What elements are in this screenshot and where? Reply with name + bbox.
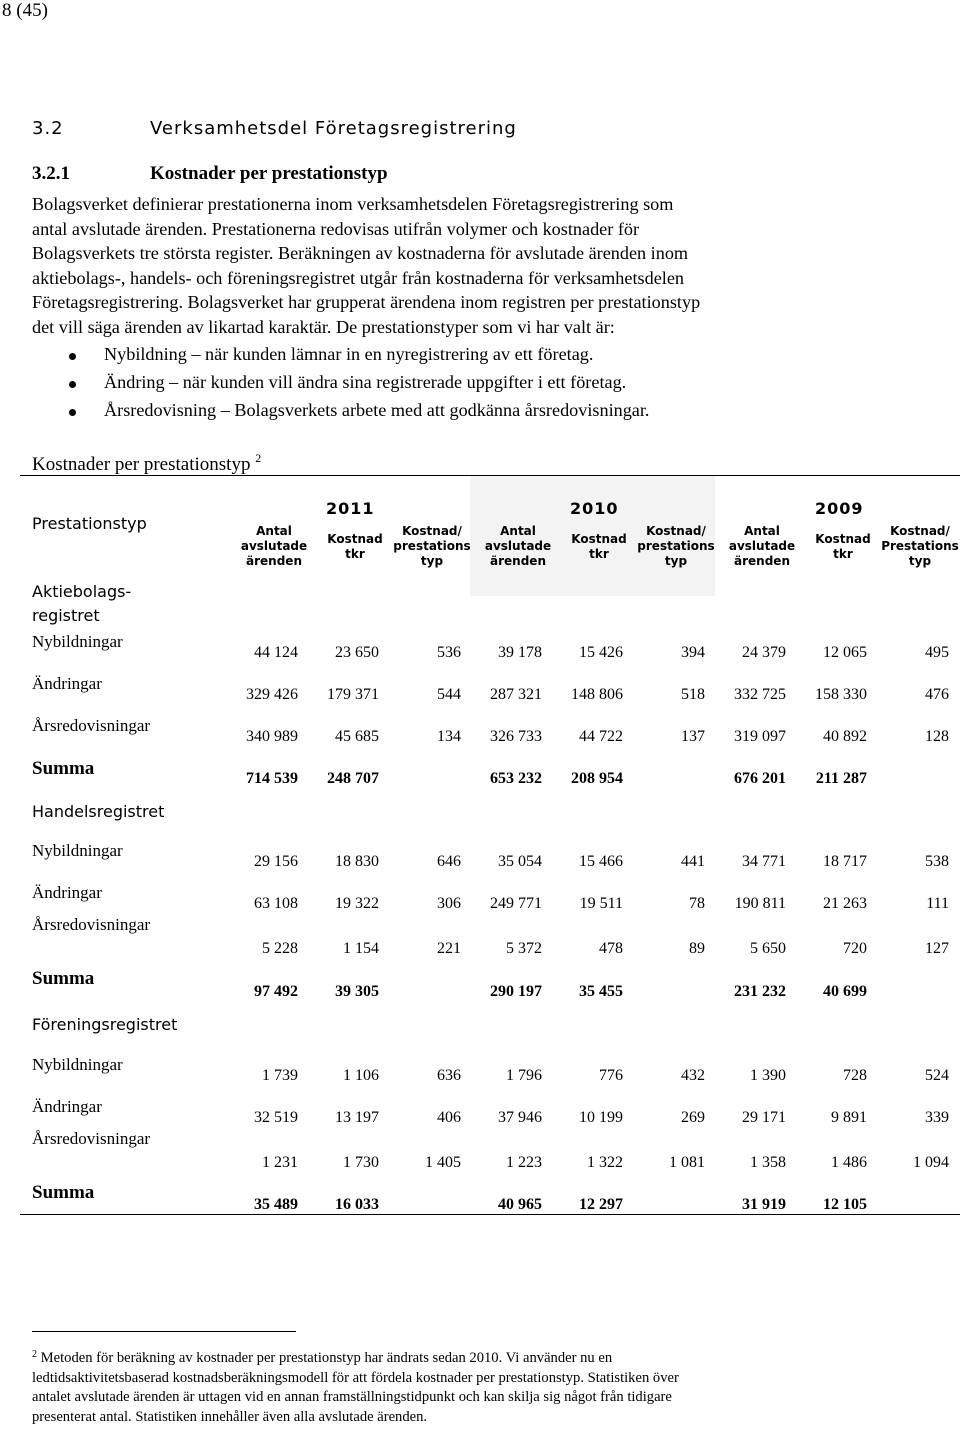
cell-2010-kostnad: 10 199 [579, 1109, 623, 1126]
cell-2009-antal: 29 171 [742, 1109, 786, 1126]
cell-2010-per-prestation: 518 [681, 686, 705, 703]
section-number: 3.2 [32, 118, 64, 139]
paragraph-line: antal avslutade ärenden. Prestationerna redovisas utifrån volymer och kostnader för [32, 218, 640, 239]
bullet-dot-icon [69, 381, 76, 388]
cell-2011-per-prestation: 646 [437, 853, 461, 870]
cell-2009-antal: 31 919 [742, 1196, 786, 1213]
cell-2010-kostnad: 44 722 [579, 728, 623, 745]
cell-2011-per-prestation: 221 [437, 940, 461, 957]
cell-2009-antal: 1 390 [750, 1067, 786, 1084]
cell-2011-antal: 32 519 [254, 1109, 298, 1126]
cell-2009-kostnad: 9 891 [831, 1109, 867, 1126]
row-header: Prestationstyp [32, 514, 147, 533]
table-caption-text: Kostnader per prestationstyp [32, 454, 251, 475]
row-label: Ändringar [32, 1097, 102, 1116]
col-header-2009-per-prestation: Kostnad/ Prestations typ [881, 524, 959, 568]
cell-2011-kostnad: 19 322 [335, 895, 379, 912]
cell-2009-per-prestation: 127 [925, 940, 949, 957]
cell-2011-per-prestation: 536 [437, 644, 461, 661]
cell-2011-kostnad: 1 154 [343, 940, 379, 957]
cell-2011-per-prestation: 544 [437, 686, 461, 703]
section-title: Aktiebolags- registret [32, 582, 132, 625]
cell-2009-per-prestation: 111 [926, 895, 949, 912]
cell-2011-kostnad: 45 685 [335, 728, 379, 745]
cell-2010-antal: 653 232 [490, 770, 542, 787]
col-header-2011-antal: Antal avslutade ärenden [240, 524, 308, 568]
col-header-2011-per-prestation: Kostnad/ prestations typ [393, 524, 471, 568]
cell-2010-kostnad: 776 [599, 1067, 623, 1084]
cell-2011-antal: 340 989 [246, 728, 298, 745]
col-header-2009-kostnad: Kostnad tkr [815, 532, 871, 561]
cell-2010-per-prestation: 441 [681, 853, 705, 870]
cell-2011-kostnad: 16 033 [335, 1196, 379, 1213]
cell-2010-kostnad: 15 426 [579, 644, 623, 661]
cell-2011-per-prestation: 306 [437, 895, 461, 912]
cell-2010-antal: 1 796 [506, 1067, 542, 1084]
cell-2009-kostnad: 40 892 [823, 728, 867, 745]
cell-2011-antal: 44 124 [254, 644, 298, 661]
footnote-text: Metoden för beräkning av kostnader per prestationstyp har ändrats sedan 2010. Vi använder nu en [40, 1350, 613, 1366]
cell-2010-kostnad: 15 466 [579, 853, 623, 870]
cell-2009-antal: 5 650 [750, 940, 786, 957]
cell-2009-kostnad: 12 065 [823, 644, 867, 661]
cell-2009-per-prestation: 476 [925, 686, 949, 703]
cell-2011-kostnad: 39 305 [335, 983, 379, 1000]
footnote-rule [32, 1331, 296, 1332]
col-header-2009-antal: Antal avslutade ärenden [728, 524, 796, 568]
row-label: Årsredovisningar [32, 716, 151, 735]
section-title: Handelsregistret [32, 802, 165, 821]
cell-2010-antal: 40 965 [498, 1196, 542, 1213]
cell-2009-per-prestation: 339 [925, 1109, 949, 1126]
cell-2009-antal: 1 358 [750, 1154, 786, 1171]
cell-2011-antal: 35 489 [254, 1196, 298, 1213]
footnote-line [32, 1345, 832, 1369]
footnote-line: antalet avslutade ärenden är uttagen vid en annan framställningstidpunkt och kan skilja sig något från tidigare [32, 1389, 672, 1406]
section-heading [32, 118, 517, 139]
cell-2009-kostnad: 728 [843, 1067, 867, 1084]
cell-2010-kostnad: 12 297 [579, 1196, 623, 1213]
cell-2009-per-prestation: 495 [925, 644, 949, 661]
paragraph-line: det vill säga ärenden av likartad karaktär. De prestationstyper som vi har valt är: [32, 316, 615, 337]
cell-2010-antal: 1 223 [506, 1154, 542, 1171]
cell-2010-per-prestation: 137 [681, 728, 705, 745]
cell-2009-per-prestation: 128 [925, 728, 949, 745]
cell-2010-antal: 290 197 [490, 983, 542, 1000]
col-header-2010-per-prestation: Kostnad/ prestations typ [637, 524, 715, 568]
paragraph-line: Bolagsverket definierar prestationerna inom verksamhetsdelen Företagsregistrering som [32, 194, 674, 214]
cell-2010-antal: 5 372 [506, 940, 542, 957]
cell-2010-per-prestation: 89 [689, 940, 705, 957]
summa-label: Summa [32, 758, 95, 779]
row-label: Årsredovisningar [32, 915, 151, 934]
cell-2009-kostnad: 158 330 [815, 686, 867, 703]
subsection-heading [32, 163, 388, 185]
section-title: Verksamhetsdel Företagsregistrering [150, 118, 517, 139]
cell-2009-per-prestation: 524 [925, 1067, 949, 1084]
page-number: 8 (45) [2, 0, 48, 21]
cell-2009-antal: 34 771 [742, 853, 786, 870]
row-label: Ändringar [32, 674, 102, 693]
cell-2010-per-prestation: 269 [681, 1109, 705, 1126]
row-label: Nybildningar [32, 1055, 123, 1074]
cell-2009-antal: 319 097 [734, 728, 786, 745]
cell-2011-antal: 63 108 [254, 895, 298, 912]
cell-2010-per-prestation: 78 [689, 895, 705, 912]
col-header-2010-antal: Antal avslutade ärenden [484, 524, 552, 568]
table-caption [32, 451, 261, 476]
row-label: Ändringar [32, 883, 102, 902]
cell-2009-per-prestation: 538 [925, 853, 949, 870]
bullet-text: Nybildning – när kunden lämnar in en nyregistrering av ett företag. [104, 344, 594, 364]
cell-2011-per-prestation: 406 [437, 1109, 461, 1126]
bullet-dot-icon [69, 409, 76, 416]
bullet-dot-icon [69, 353, 76, 360]
subsection-number: 3.2.1 [32, 163, 70, 184]
cell-2009-kostnad: 211 287 [815, 770, 867, 787]
cell-2011-antal: 5 228 [262, 940, 298, 957]
paragraph-line: aktiebolags-, handels- och föreningsregistret utgår från kostnaderna för verksamhetsdelen [32, 267, 684, 288]
cell-2011-kostnad: 1 730 [343, 1154, 379, 1171]
col-header-2010-kostnad: Kostnad tkr [571, 532, 627, 561]
cell-2010-kostnad: 19 511 [579, 895, 623, 912]
section-title: Föreningsregistret [32, 1015, 178, 1034]
cell-2011-antal: 97 492 [254, 983, 298, 1000]
cell-2011-antal: 1 231 [262, 1154, 298, 1171]
cell-2009-kostnad: 1 486 [831, 1154, 867, 1171]
cell-2010-antal: 287 321 [490, 686, 542, 703]
cell-2009-antal: 24 379 [742, 644, 786, 661]
cell-2011-kostnad: 179 371 [327, 686, 379, 703]
bullet-text: Ändring – när kunden vill ändra sina registrerade uppgifter i ett företag. [104, 372, 627, 392]
cell-2011-per-prestation: 636 [437, 1067, 461, 1084]
cell-2009-kostnad: 720 [843, 940, 867, 957]
table-bottom-rule [20, 1214, 960, 1215]
cell-2009-kostnad: 18 717 [823, 853, 867, 870]
cell-2010-antal: 35 054 [498, 853, 542, 870]
year-2010: 2010 [570, 499, 619, 518]
cell-2011-kostnad: 18 830 [335, 853, 379, 870]
cell-2011-per-prestation: 134 [437, 728, 461, 745]
cell-2009-kostnad: 21 263 [823, 895, 867, 912]
summa-label: Summa [32, 968, 95, 989]
cell-2010-antal: 249 771 [490, 895, 542, 912]
cell-2010-per-prestation: 1 081 [669, 1154, 705, 1171]
cell-2011-per-prestation: 1 405 [425, 1154, 461, 1171]
col-header-2011-kostnad: Kostnad tkr [327, 532, 383, 561]
cell-2010-kostnad: 148 806 [571, 686, 623, 703]
intro-paragraph [32, 192, 832, 339]
bullet-text: Årsredovisning – Bolagsverkets arbete med att godkänna årsredovisningar. [104, 400, 650, 420]
cell-2011-antal: 329 426 [246, 686, 298, 703]
cell-2009-antal: 676 201 [734, 770, 786, 787]
footnote-marker: 2 [32, 1349, 37, 1360]
cell-2009-antal: 190 811 [734, 895, 786, 912]
year-2009: 2009 [815, 499, 864, 518]
cell-2011-kostnad: 248 707 [327, 770, 379, 787]
footnote-line: presenterat antal. Statistiken innehåller även alla avslutade ärenden. [32, 1409, 428, 1426]
footnote-ref: 2 [255, 451, 262, 465]
cell-2011-kostnad: 13 197 [335, 1109, 379, 1126]
cell-2011-kostnad: 23 650 [335, 644, 379, 661]
cell-2010-antal: 39 178 [498, 644, 542, 661]
cell-2010-kostnad: 478 [599, 940, 623, 957]
cell-2009-kostnad: 12 105 [823, 1196, 867, 1213]
cell-2011-antal: 714 539 [246, 770, 298, 787]
cell-2011-antal: 1 739 [262, 1067, 298, 1084]
cell-2010-per-prestation: 432 [681, 1067, 705, 1084]
cell-2010-antal: 326 733 [490, 728, 542, 745]
cell-2010-kostnad: 35 455 [579, 983, 623, 1000]
paragraph-line: Bolagsverkets tre största register. Beräkningen av kostnaderna för avslutade ärenden inom [32, 243, 689, 263]
cell-2009-antal: 332 725 [734, 686, 786, 703]
cell-2011-antal: 29 156 [254, 853, 298, 870]
cell-2009-per-prestation: 1 094 [913, 1154, 949, 1171]
cell-2011-kostnad: 1 106 [343, 1067, 379, 1084]
row-label: Nybildningar [32, 632, 123, 651]
footnote [32, 1345, 832, 1428]
footnote-line: ledtidsaktivitetsbaserad kostnadsberäkningsmodell för att fördela kostnader per prestationstyp. Statistiken över [32, 1369, 679, 1386]
year-2011: 2011 [326, 499, 375, 518]
paragraph-line: Företagsregistrering. Bolagsverket har grupperat ärendena inom registren per prestationstyp [32, 292, 701, 312]
cell-2010-antal: 37 946 [498, 1109, 542, 1126]
cell-2010-kostnad: 208 954 [571, 770, 623, 787]
cell-2009-antal: 231 232 [734, 983, 786, 1000]
cell-2010-kostnad: 1 322 [587, 1154, 623, 1171]
row-label: Årsredovisningar [32, 1129, 151, 1148]
row-label: Nybildningar [32, 841, 123, 860]
cell-2010-per-prestation: 394 [681, 644, 705, 661]
subsection-title: Kostnader per prestationstyp [150, 163, 388, 184]
summa-label: Summa [32, 1182, 95, 1203]
cell-2009-kostnad: 40 699 [823, 983, 867, 1000]
